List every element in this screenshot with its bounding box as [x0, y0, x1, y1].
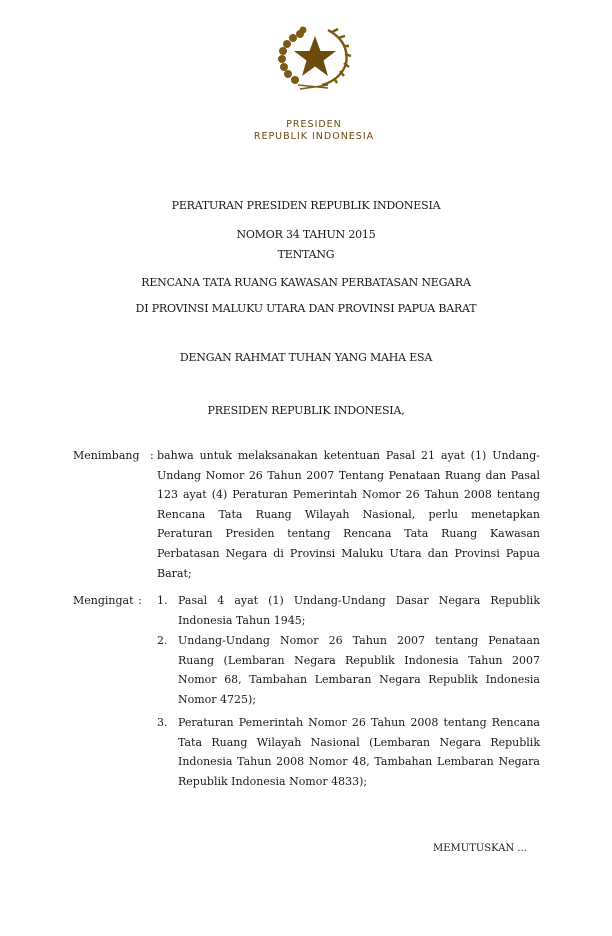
emblem-label-presiden: PRESIDEN	[286, 119, 342, 130]
regulation-about: TENTANG	[277, 248, 335, 261]
mengingat-label: Mengingat	[73, 594, 134, 607]
mengingat-colon: :	[138, 594, 142, 607]
menimbang-text: bahwa untuk melaksanakan ketentuan Pasal 21 ayat (1) Undang-Undang Nomor 26 Tahun 2007 Tentang Penataan Ruang dan Pasal 123 ayat (4) Peraturan Pemerintah Nomor 26 Tahun 2008 tentang Rencana Tata Ruang Wilayah Nasional, perlu menetapkan Peraturan Presiden tentang Rencana Tata Ruang Kawasan Perbatasan Negara di Provinsi Maluku Utara dan Provinsi Papua Barat;	[157, 449, 540, 580]
presidential-emblem-icon	[270, 22, 360, 92]
menimbang-colon: :	[150, 449, 154, 462]
authority: PRESIDEN REPUBLIK INDONESIA,	[207, 404, 405, 417]
invocation: DENGAN RAHMAT TUHAN YANG MAHA ESA	[179, 351, 433, 364]
mengingat-item-number: 1.	[157, 594, 168, 607]
regulation-subject-line2: DI PROVINSI MALUKU UTARA DAN PROVINSI PAPUA BARAT	[135, 302, 477, 315]
mengingat-item-text: Peraturan Pemerintah Nomor 26 Tahun 2008 tentang Rencana Tata Ruang Wilayah Nasional (Lembaran Negara Republik Indonesia Tahun 2008 Nomor 48, Tambahan Lembaran Negara Republik Indonesia Nomor 4833);	[178, 716, 540, 788]
mengingat-item-number: 3.	[157, 716, 168, 729]
regulation-subject-line1: RENCANA TATA RUANG KAWASAN PERBATASAN NEGARA	[141, 276, 471, 289]
mengingat-item-text: Undang-Undang Nomor 26 Tahun 2007 tentang Penataan Ruang (Lembaran Negara Republik Indonesia Tahun 2007 Nomor 68, Tambahan Lembaran Negara Republik Indonesia Nomor 4725);	[178, 634, 540, 706]
menimbang-label: Menimbang	[73, 449, 140, 462]
continuation-marker: MEMUTUSKAN ...	[433, 843, 527, 854]
mengingat-item-number: 2.	[157, 634, 168, 647]
mengingat-item-text: Pasal 4 ayat (1) Undang-Undang Dasar Negara Republik Indonesia Tahun 1945;	[178, 594, 540, 627]
regulation-number: NOMOR 34 TAHUN 2015	[236, 228, 376, 241]
emblem-label-republik: REPUBLIK INDONESIA	[253, 131, 375, 142]
regulation-title: PERATURAN PRESIDEN REPUBLIK INDONESIA	[171, 199, 441, 212]
